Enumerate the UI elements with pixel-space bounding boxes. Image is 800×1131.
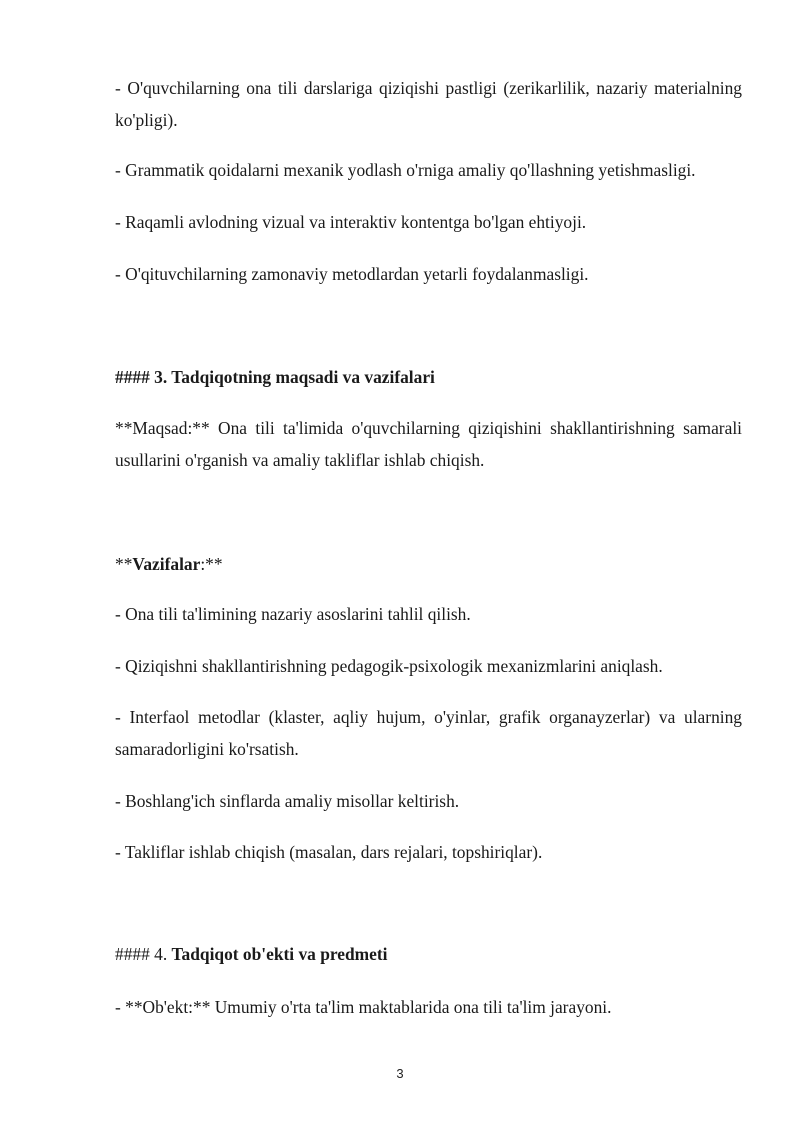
list-item: - Interfaol metodlar (klaster, aqliy hujum, o'yinlar, grafik organayzerlar) va ularning samaradorligini ko'rsatish. [115, 707, 742, 759]
section-heading-3 [115, 361, 435, 393]
page-number: 3 [396, 1066, 404, 1081]
tasks-label: Vazifalar [132, 554, 201, 574]
list-item: - **Ob'ekt:** Umumiy o'rta ta'lim maktablarida ona tili ta'lim jarayoni. [115, 997, 612, 1017]
heading-marker: #### 4. [115, 944, 172, 964]
goal-paragraph [115, 412, 742, 476]
heading-text: Tadqiqot ob'ekti va predmeti [171, 944, 388, 964]
section-heading-4 [115, 938, 388, 970]
heading-marker: #### [115, 367, 155, 387]
list-item: - O'quvchilarning ona tili darslariga qiziqishi pastligi (zerikarlilik, nazariy materialning ko'pligi). [115, 78, 742, 130]
list-item: - Raqamli avlodning vizual va interaktiv kontentga bo'lgan ehtiyoji. [115, 212, 587, 232]
list-item: - Qiziqishni shakllantirishning pedagogik-psixologik mexanizmlarini aniqlash. [115, 656, 663, 676]
list-item: - Ona tili ta'limining nazariy asoslarini tahlil qilish. [115, 604, 471, 624]
list-item: - Takliflar ishlab chiqish (masalan, dars rejalari, topshiriqlar). [115, 842, 543, 862]
list-item: - Boshlang'ich sinflarda amaliy misollar keltirish. [115, 791, 460, 811]
list-item: - O'qituvchilarning zamonaviy metodlardan yetarli foydalanmasligi. [115, 264, 589, 284]
goal-label: **Maqsad:** [115, 418, 219, 438]
list-item: - Grammatik qoidalarni mexanik yodlash o'rniga amaliy qo'llashning yetishmasligi. [115, 160, 696, 180]
tasks-suffix: :** [200, 554, 223, 574]
goal-text: Ona tili ta'limida o'quvchilarning qiziqishini shakllantirishning samarali usullarini o'rganish va amaliy takliflar ishlab chiqish. [115, 418, 742, 470]
tasks-heading [115, 548, 223, 580]
heading-text: 3. Tadqiqotning maqsadi va vazifalari [154, 367, 435, 387]
tasks-prefix: ** [115, 554, 133, 574]
